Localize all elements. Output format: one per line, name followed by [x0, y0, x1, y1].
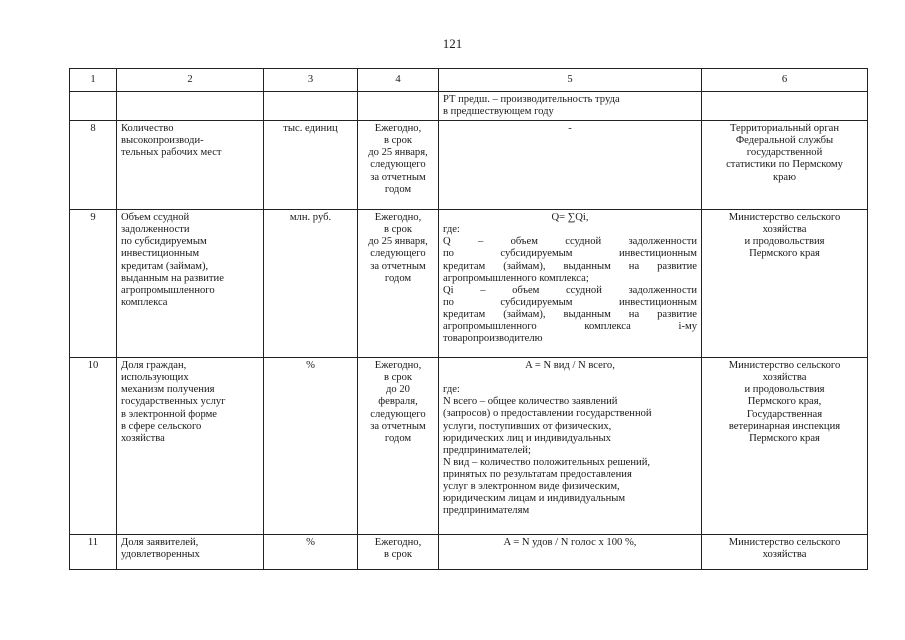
formula-title: Q= ∑Qi,	[551, 212, 589, 224]
cell-name	[117, 92, 264, 121]
cell-num: 8	[70, 121, 117, 210]
column-header: 6	[702, 69, 868, 92]
cell-formula	[439, 535, 702, 570]
cell-formula: A = N вид / N всего, где: N всего – общее количество заявлений (запросов) о предоставлении государственной услуги, поступивших от физических, юридических лиц и индивидуальных предпринимателей; N вид – количество положительных решений, принятых по результатам предоставления услуг в электронном виде физическим, юридическим лицам и индивидуальным предпринимателям	[439, 358, 702, 535]
cell-period: Ежегодно, в срок	[358, 535, 439, 570]
cell-num: 9	[70, 210, 117, 358]
column-header: 5	[439, 69, 702, 92]
cell-source: Министерство сельского хозяйства и продовольствия Пермского края, Государственная ветеринарная инспекция Пермского края	[702, 358, 868, 535]
table-row-continuation	[70, 92, 868, 121]
cell-period: Ежегодно, в срок до 20 февраля, следующего за отчетным годом	[358, 358, 439, 535]
column-header: 2	[117, 69, 264, 92]
cell-num: 11	[70, 535, 117, 570]
cell-name: Доля граждан, использующих механизм получения государственных услуг в электронной форме в сфере сельского хозяйства	[117, 358, 264, 535]
cell-num: 10	[70, 358, 117, 535]
cell-unit: %	[264, 358, 358, 535]
cell-source: Территориальный орган Федеральной службы государственной статистики по Пермскому краю	[702, 121, 868, 210]
cell-name: Доля заявителей, удовлетворенных	[117, 535, 264, 570]
cell-period	[358, 92, 439, 121]
table-row	[70, 535, 868, 570]
cell-unit: %	[264, 535, 358, 570]
cell-name: Количество высокопроизводи- тельных рабочих мест	[117, 121, 264, 210]
column-header: 3	[264, 69, 358, 92]
cell-formula: -	[439, 121, 702, 210]
formula-title: A = N удов / N голос х 100 %,	[503, 537, 637, 549]
table-row	[70, 121, 868, 210]
formula-line: в предшествующем году	[443, 106, 554, 118]
column-header: 1	[70, 69, 117, 92]
cell-period: Ежегодно, в срок до 25 января, следующего за отчетным годом	[358, 210, 439, 358]
cell-formula: Q= ∑Qi, где: Q – объем ссудной задолженности по субсидируемым инвестиционным кредитам (займам), выданным на развитие агропромышленного комплекса; Qi – объем ссудной задолженности по субсидируемым инвестиционным кредитам (займам), выданным на развитие агропромышленного комплекса i-му товаропроизводителю	[439, 210, 702, 358]
table-row	[70, 210, 868, 358]
cell-formula	[439, 92, 702, 121]
cell-name: Объем ссудной задолженности по субсидируемым инвестиционным кредитам (займам), выданным на развитие агропромышленного комплекса	[117, 210, 264, 358]
table-header-row	[70, 69, 868, 92]
cell-unit: тыс. единиц	[264, 121, 358, 210]
cell-source: Министерство сельского хозяйства и продовольствия Пермского края	[702, 210, 868, 358]
cell-period: Ежегодно, в срок до 25 января, следующего за отчетным годом	[358, 121, 439, 210]
column-header: 4	[358, 69, 439, 92]
cell-unit: млн. руб.	[264, 210, 358, 358]
formula-title: A = N вид / N всего,	[525, 360, 615, 372]
cell-num	[70, 92, 117, 121]
cell-source	[702, 92, 868, 121]
page-number: 121	[442, 36, 463, 51]
formula-line: РТ предш. – производительность труда	[443, 94, 620, 105]
table-row	[70, 358, 868, 535]
cell-unit	[264, 92, 358, 121]
cell-source: Министерство сельского хозяйства	[702, 535, 868, 570]
indicator-table	[69, 68, 868, 570]
